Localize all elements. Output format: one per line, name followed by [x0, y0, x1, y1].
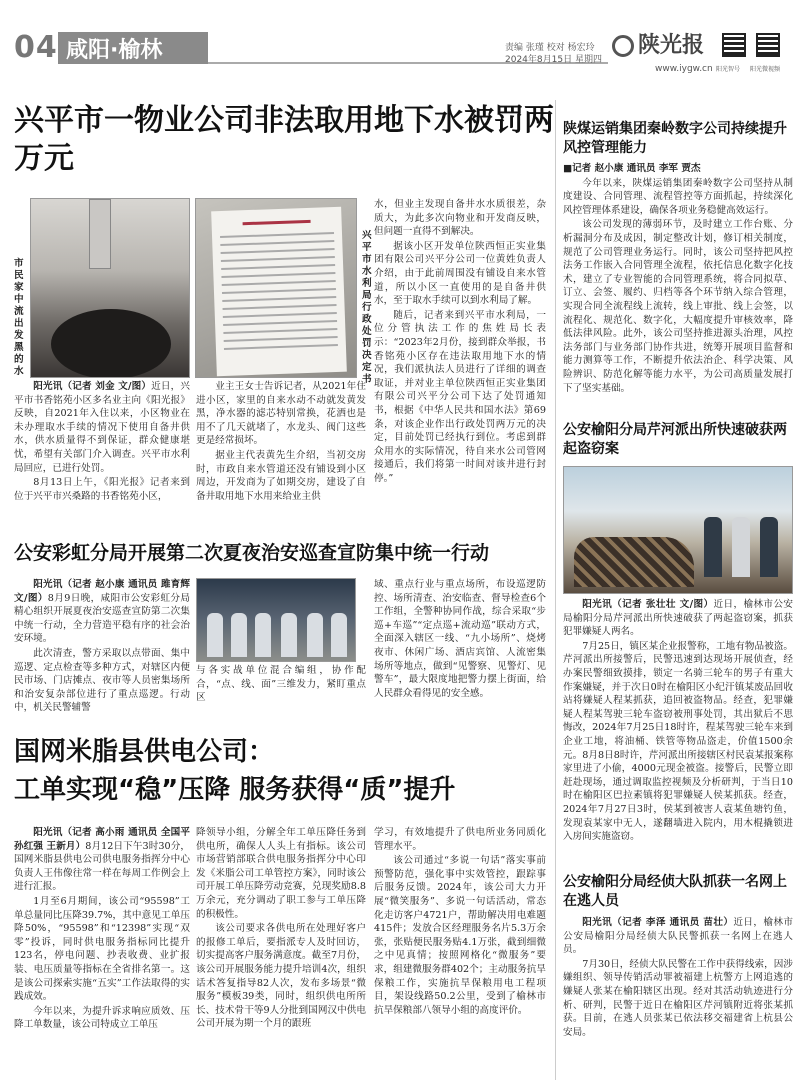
- headline-line: 国网米脂县供电公司：: [14, 737, 275, 767]
- police-figure: [231, 613, 247, 657]
- news-photo: [563, 466, 793, 594]
- article-column: 阳光讯（记者 张壮壮 文/图）近日，榆林市公安局榆阳分局芹河派出所快速破获了两起盗窃案，抓获犯罪嫌疑人两名。 7月25日，镇区某企业报警称，工地有物品被盗。芹河派出所接警后，民警迅速到达现场开展侦查，经办案民警细致摸排，锁定一名骑三轮车的男子有重大作案嫌疑，并于次日0时在榆阳区小纪汗镇某废品回收站将嫌疑人程某抓获，追回被盗物品。经查，犯罪嫌疑人程某驾驶三轮车盗窃被刑事处罚，其出狱后不思悔改，2024年7月25日18时许，程某驾驶三轮车来到企业工地，将油桶、铁管等物品盗走，价值1500余元。8月8日8时许，芹河派出所接辖区村民袁某报案称家里进了小偷，4000元现金被盗。接警后，民警立即赶赴现场，通过调取监控视频及分析研判，于当日10时在榆阳区巴拉素镇将犯罪嫌疑人侯某抓获。经查，2024年7月27日3时，侯某到被害人袁某鱼塘钓鱼，发现袁某家中无人，遂翻墙进入院内，用木棍撬锁进入房间实施盗窃。: [563, 599, 793, 843]
- byline: 阳光讯（记者 李泽 通讯员 苗壮）: [582, 917, 734, 928]
- paragraph: 与各实战单位混合编组，协作配合，“点、线、面”三维发力，紧盯重点区: [196, 665, 366, 704]
- article-column: [374, 578, 546, 724]
- paragraph: 该公司要求各供电所在处理好客户的报修工单后，要指派专人及时回访，切实提高客户服务满意度。截至7月份，该公司开展服务能力提升培训4次，组织话术答复指导82人次，发布多场景“微服务”模板39类，同时，组织供电所所长、技术骨干等9人分批到国网汉中供电公司开展为期一个月的跟班: [196, 923, 366, 1030]
- paragraph: 学习，有效地提升了供电所业务同质化管理水平。: [374, 827, 546, 852]
- paragraph: 7月25日，镇区某企业报警称，工地有物品被盗。芹河派出所接警后，民警迅速到达现场开展侦查，经办案民警细致摸排，锁定一名骑三轮车的男子有重大作案嫌疑，并于次日0时在榆阳区小纪汗镇某废品回收站将嫌疑人程某抓获，追回被盗物品。经查，犯罪嫌疑人程某驾驶三轮车盗窃被刑事处罚，其出狱后不思悔改，2024年7月25日18时许，程某驾驶三轮车来到企业工地，将油桶、铁管等物品盗走，价值1500余元。8月8日8时许，芹河派出所接辖区村民袁某报案称家里进了小偷，4000元现金被盗。接警后，民警立即赶赴现场，通过调取监控视频及分析研判，于当日10时在榆阳区巴拉素镇将犯罪嫌疑人侯某抓获。经查，2024年7月27日3时，侯某到被害人袁某鱼塘钓鱼，发现袁某家中无人，遂翻墙进入院内，用木棍撬锁进入房间实施盗窃。: [563, 640, 793, 843]
- qr-code-icon[interactable]: [756, 33, 780, 57]
- article-headline: 公安榆阳分局芹河派出所快速破获两起盗窃案: [563, 422, 787, 457]
- section-title: 咸阳·榆林: [58, 32, 208, 64]
- article-column: [563, 162, 793, 417]
- article-column: [196, 664, 366, 724]
- byline: 阳光讯（记者 张壮壮 文/图）: [582, 599, 714, 610]
- paragraph: 水，但业主发现自备井水水质很差，杂质大，为此多次向物业和开发商反映，但问题一直得不到解决。: [374, 199, 546, 238]
- article-headline: 公安榆阳分局经侦大队抓获一名网上在逃人员: [563, 874, 787, 909]
- page-header: [0, 0, 800, 84]
- police-figure: [255, 613, 271, 657]
- paragraph: 据该小区开发单位陕西恒正实业集团有限公司兴平分公司一位黄姓负责人介绍，由于此前周围没有铺设自来水管道，所以小区一直使用的是自备井供水，至于取水手续可以到水利局了解。: [374, 240, 546, 307]
- news-photo: [195, 198, 357, 378]
- police-figure: [331, 613, 347, 657]
- person-figure: [704, 517, 722, 577]
- paragraph: 该公司发现的薄弱环节，及时建立工作台账、分析漏洞分布及成因，制定整改计划，修订相关制度，规范了公司管理业务运行。同时，该公司坚持把风控法务工作嵌入合同管理全流程，依托信息化数字化技术，建立了专业智能的合同管理系统，将合同拟草、订立、会签、履约、归档等各个环节纳入综合管理，实现合同全流程线上流转，线上审批、线上会签，以流程化、规范化、数字化，大幅度提升审核效率，降低法律风险。此外，该公司坚持推进源头治理，风控法务部门与业务部门协作共进，统筹开展项目监督和能力测算等工作，不断提升依法治企、科学决策、风险辨识、防范化解等能力水平，为公司高质量发展打下了坚实基础。: [563, 219, 793, 394]
- photo-caption: 市民家中流出发黑的水: [14, 258, 24, 377]
- scrap-pile-shape: [574, 537, 694, 587]
- article-column: [374, 198, 546, 530]
- police-figure: [281, 613, 297, 657]
- paragraph: 1月至6月期间，该公司“95598”工单总量同比压降39.7%，其中意见工单压降50%，“95598”和“12398”实现“双零”投诉，同时供电服务指标同比提升123名，停电问题、抄表收费、业扩报装、电压质量等指标在全省排名第一。这是该公司探索实施“五实”工作法取得的实践成效。: [14, 895, 190, 1003]
- police-figure: [307, 613, 323, 657]
- article-column: [196, 380, 366, 530]
- paragraph: 该公司通过“多说一句话”落实事前预警防范，强化事中实效管控，跟踪事后服务反馈。2024年，该公司大力开展“微笑服务”、多说一句话活动，常态化走访客户4721户，帮助解决用电难题415件；发放合区经理服务名片5.3万余张，张贴便民服务贴4.1万张，截到细微之中见真情；按照网格化“微服务”要求，组建微服务群402个；主动服务抗旱保粮工作，实施抗旱保粮用电工程项目，架设线路50.2公里，受到了榆林市抗旱保粮部八领导小组的高度评价。: [374, 855, 546, 1016]
- editors-line: 责编 张瑾 校对 杨宏玲: [505, 43, 595, 53]
- news-photo: [30, 198, 190, 378]
- page-number: 04: [14, 30, 58, 65]
- qr-label: 阳光微视频: [750, 66, 781, 73]
- article-headline: [14, 733, 554, 809]
- article-column: 阳光讯（记者 赵小康 通讯员 雎育辉 文/图）8月9日晚，咸阳市公安彩虹分局精心组织开展夏夜治安巡查宣防第二次集中统一行动，全力营造平稳有序的社会治安环境。 此次清查，警方采取以点带面、集中巡逻、定点检查等多种方式，对辖区内便民市场、门店摊点、夜市等人员密集场所和治安复杂部位进行了重点巡逻。行动中，机关民警辅警: [14, 579, 190, 714]
- byline: ■记者 赵小康 通讯员 李军 贾杰: [563, 163, 701, 174]
- paragraph: 8月13日上午，《阳光报》记者来到位于兴平市兴桑路的书香铭苑小区，: [14, 477, 190, 502]
- paragraph: 今年以来，陕煤运销集团秦岭数字公司坚持从制度建设、合同管理、流程管控等方面抓起，持续深化风控管理体系建设，确保各项业务稳健高效运行。: [563, 177, 793, 216]
- article-headline: 陕煤运销集团秦岭数字公司持续提升风控管理能力: [563, 121, 787, 156]
- byline: 阳光讯（记者 赵小康 通讯员 雎育辉 文/图）: [14, 579, 190, 604]
- sun-logo-icon: [612, 35, 634, 57]
- person-figure: [760, 517, 778, 577]
- paragraph: 域、重点行业与重点场所，布设巡逻防控、场所清查、治安临查、督导检查6个工作组，全警种协同作战，综合采取“步巡+车巡”“定点巡+流动巡”联动方式，全面深入辖区一线、“九小场所”、烧烤夜市、休闲广场、酒店宾馆、人流密集场所等地点，做到“见警察、见警灯、见警车”，最大限度地把警力摆上街面，给人民群众看得见的安全感。: [374, 579, 546, 699]
- website-url[interactable]: www.iygw.cn: [655, 64, 713, 74]
- police-figure: [207, 613, 223, 657]
- byline: 阳光讯（记者 刘金 文/图）: [33, 381, 152, 392]
- paragraph: 此次清查，警方采取以点带面、集中巡逻、定点检查等多种方式，对辖区内便民市场、门店摊点、夜市等人员密集场所和治安复杂部位进行了重点巡逻。行动中，机关民警辅警: [14, 647, 190, 714]
- paragraph: 7月30日，经侦大队民警在工作中获得线索，因涉嫌组织、领导传销活动罪被福建上杭警方上网追逃的嫌疑人张某在榆阳辖区出现。经对其活动轨迹进行分析、研判，民警于近日在榆阳区芹河镇附近将张某抓获。目前，在逃人员张某已依法移交福建省上杭县公安局。: [563, 958, 793, 1038]
- article-headline: 兴平市一物业公司非法取用地下水被罚两万元: [14, 103, 554, 176]
- headline-line: 工单实现“稳”压降 服务获得“质”提升: [14, 775, 456, 805]
- newspaper-name: 陕光报: [638, 32, 705, 58]
- person-figure: [732, 517, 750, 577]
- qr-label: 阳光智号: [716, 66, 741, 73]
- paragraph: 业主王女士告诉记者，从2021年住进小区，家里的自来水动不动就发黄发黑，净水器的滤芯特别常换，花洒也是用不了几天就堵了，水龙头、阀门这些更是经常损坏。: [196, 381, 366, 447]
- paragraph: 据业主代表黄先生介绍，当初交房时，市政自来水管道还没有铺设到小区周边，开发商为了如期交房，建设了自备井取用地下水用来给业主供: [196, 449, 366, 502]
- column-divider: [555, 100, 556, 1080]
- document-shape: [211, 207, 347, 376]
- paragraph: 随后，记者来到兴平市水利局，一位分管执法工作的焦姓局长表示：“2023年2月份，接到群众举报，书香铭苑小区存在违法取用地下水的情况，我们派执法人员进行了详细的调查取证，并对业主单位陕西恒正实业集团有限公司兴平分公司下达了处罚通知书，根据《中华人民共和国水法》第69条，对该企业作出行政处罚两万元的决定，目前处罚已经执行到位。考虑到群众用水的实际情况，待自来水公司管网接通后，我们将第一时间对该井进行封停。”: [374, 309, 546, 484]
- photo-caption: 兴平市水利局行政处罚决定书: [362, 230, 372, 385]
- article-column: [374, 826, 546, 1082]
- article-headline: 公安彩虹分局开展第二次夏夜治安巡查宣防集中统一行动: [14, 542, 490, 564]
- article-column: 阳光讯（记者 高小雨 通讯员 全国平 孙红强 王新月）8月12日下午3时30分，国网米脂县供电公司供电服务指挥分中心负责人王伟像往常一样在每周工作例会上进行汇报。 1月至6月期间，该公司“95598”工单总量同比压降39.7%，其中意见工单压降50%，“95598”和“12398”实现“双零”投诉，同时供电服务指标同比提升123名，停电问题、抄表收费、业扩报装、电压质量等指标在全省排名第一。这是该公司探索实施“五实”工作法取得的实践成效。 今年以来，为提升诉求响应质效、压降工单数量，该公司特成立工单压: [14, 827, 190, 1031]
- pipe-shape: [89, 199, 111, 269]
- black-water-shape: [51, 309, 171, 378]
- newspaper-logo: [612, 28, 704, 59]
- paragraph: 降领导小组，分解全年工单压降任务到供电所，确保人人头上有指标。该公司市场营销部联合供电服务指挥分中心印发《米脂公司工单管控方案》，同时该公司开展工单压降劳动竞赛，兑现奖励8.8万余元，充分调动了职工参与工单压降的积极性。: [196, 827, 366, 920]
- article-column: 阳光讯（记者 刘金 文/图）近日，兴平市书香铭苑小区多名业主向《阳光报》反映，自2021年入住以来，小区物业在未办理取水手续的情况下使用自备井供水，供水质量得不到保证，群众健康堪忧，希望有关部门介入调查。兴平市水利局回应，已进行处罚。 8月13日上午，《阳光报》记者来到位于兴平市兴桑路的书香铭苑小区，: [14, 381, 190, 502]
- news-photo: [196, 578, 356, 662]
- paragraph: 今年以来，为提升诉求响应质效、压降工单数量，该公司特成立工单压: [14, 1005, 190, 1031]
- byline: 阳光讯（记者 高小雨 通讯员 全国平 孙红强 王新月）: [14, 827, 190, 852]
- article-column: [196, 826, 366, 1082]
- qr-code-icon[interactable]: [722, 33, 746, 57]
- issue-date: 2024年8月15日 星期四: [505, 55, 602, 65]
- article-column: 阳光讯（记者 李泽 通讯员 苗壮）近日，榆林市公安局榆阳分局经侦大队民警抓获一名网上在逃人员。 7月30日，经侦大队民警在工作中获得线索，因涉嫌组织、领导传销活动罪被福建上杭警方上网追逃的嫌疑人张某在榆阳辖区出现。经对其活动轨迹进行分析、研判，民警于近日在榆阳区芹河镇附近将张某抓获。目前，在逃人员张某已依法移交福建省上杭县公安局。: [563, 917, 793, 1038]
